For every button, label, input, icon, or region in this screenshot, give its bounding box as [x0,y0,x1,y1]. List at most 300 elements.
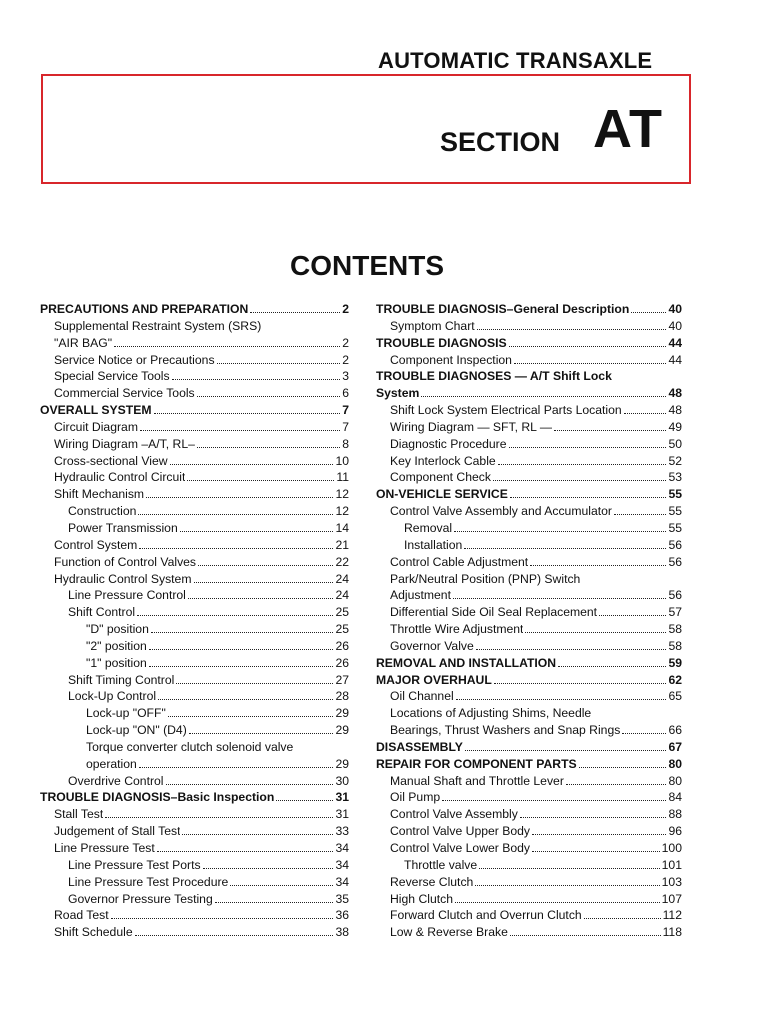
toc-entry-title: Shift Timing Control [68,672,175,687]
toc-entry-page: 80 [668,773,682,788]
toc-entry[interactable] [40,672,349,689]
toc-entry[interactable] [376,318,682,335]
toc-entry-page: 34 [335,841,349,855]
toc-entry-page: 29 [335,756,349,771]
toc-entry-title: OVERALL SYSTEM [40,403,152,418]
toc-entry-title: Service Notice or Precautions [54,352,215,367]
toc-entry-page: 8 [342,436,349,451]
toc-entry-page: 25 [335,605,349,620]
toc-entry-title: Line Pressure Control [68,588,186,603]
toc-entry[interactable] [376,857,682,874]
toc-entry-title: Component Inspection [390,352,512,367]
toc-entry-page: 34 [335,874,349,889]
toc-entry-title: "1" position [86,655,147,670]
toc-left-column [40,301,349,941]
toc-entry-title: Hydraulic Control Circuit [54,470,186,485]
toc-entry-title: Circuit Diagram [54,419,138,434]
dot-leader [215,901,334,903]
toc-entry[interactable] [376,891,682,908]
dot-leader [197,446,340,448]
toc-entry[interactable] [40,571,349,588]
toc-entry[interactable] [40,655,349,672]
dot-leader [176,682,333,684]
toc-entry-page: 7 [342,419,349,434]
toc-entry-title: Lock-up "OFF" [86,706,166,721]
toc-entry-page: 33 [335,824,349,839]
toc-entry-page: 57 [668,605,682,620]
toc-entry-title: Oil Channel [390,689,454,704]
toc-entry-title: Torque converter clutch solenoid valve [86,739,294,754]
dot-leader [230,884,333,886]
toc-entry-title: Shift Mechanism [54,487,145,502]
toc-entry-title: Adjustment [390,588,451,603]
toc-entry-page: 49 [668,419,682,434]
toc-entry-title: Removal [404,520,453,535]
dot-leader [509,345,667,347]
toc-entry-title: Line Pressure Test Procedure [68,874,229,889]
dot-leader [197,395,341,397]
toc-entry-title: operation [86,756,137,771]
toc-entry-title: TROUBLE DIAGNOSIS–General Description [376,302,630,316]
toc-entry[interactable] [376,469,682,486]
toc-entry-title: ON-VEHICLE SERVICE [376,487,508,502]
toc-entry-title: Control Valve Lower Body [390,841,531,855]
toc-entry-title: PRECAUTIONS AND PREPARATION [40,302,249,316]
dot-leader [614,513,666,515]
toc-entry-title: Construction [68,504,137,519]
toc-entry-title: Lock-Up Control [68,689,157,704]
toc-entry[interactable] [40,789,349,806]
toc-entry-page: 6 [342,386,349,401]
dot-leader [421,395,666,397]
dot-leader [154,412,341,414]
toc-entry[interactable] [40,419,349,436]
toc-entry[interactable] [40,537,349,554]
dot-leader [105,816,333,818]
toc-entry[interactable] [376,806,682,823]
dot-leader [493,479,666,481]
toc-entry-page: 2 [342,335,349,350]
toc-entry-title: Cross-sectional View [54,453,168,468]
dot-leader [157,850,334,852]
dot-leader [514,362,666,364]
dot-leader [146,496,333,498]
toc-entry[interactable] [40,301,349,318]
toc-entry-page: 50 [668,436,682,451]
toc-entry-page: 10 [335,453,349,468]
toc-entry-page: 2 [342,352,349,367]
dot-leader [111,917,334,919]
toc-entry-page: 2 [342,302,349,316]
toc-entry-title: Throttle Wire Adjustment [390,622,524,637]
dot-leader [168,715,334,717]
dot-leader [172,378,341,380]
toc-entry[interactable] [376,688,682,705]
dot-leader [599,614,666,616]
toc-entry-title: Key Interlock Cable [390,453,496,468]
toc-entry[interactable] [376,486,682,503]
toc-entry-title: Control Valve Upper Body [390,824,531,839]
toc-entry-page: 25 [335,622,349,637]
dot-leader [622,732,666,734]
dot-leader [170,463,334,465]
toc-entry[interactable] [40,486,349,503]
toc-entry[interactable] [376,571,682,588]
dot-leader [498,463,667,465]
toc-entry-page: 22 [335,554,349,569]
toc-entry[interactable] [376,385,682,402]
toc-entry-page: 96 [668,824,682,839]
toc-entry-page: 12 [335,487,349,502]
dot-leader [189,732,334,734]
dot-leader [476,648,667,650]
toc-entry[interactable] [376,739,682,756]
toc-entry[interactable] [40,722,349,739]
toc-entry-page: 24 [335,588,349,603]
contents-heading: CONTENTS [290,250,444,281]
toc-entry-page: 56 [668,588,682,603]
manual-title: AUTOMATIC TRANSAXLE [378,48,653,73]
toc-entry-title: "D" position [86,622,149,637]
toc-entry[interactable] [40,891,349,908]
toc-entry-title: Control Valve Assembly [390,807,518,822]
toc-entry-title: REMOVAL AND INSTALLATION [376,655,557,670]
toc-entry[interactable] [376,402,682,419]
dot-leader [494,682,667,684]
dot-leader [509,446,667,448]
toc-entry[interactable] [40,402,349,419]
dot-leader [532,850,660,852]
toc-entry-page: 66 [668,723,682,738]
toc-entry-title: Component Check [390,470,491,485]
toc-entry-title: Supplemental Restraint System (SRS) [54,318,262,333]
toc-entry[interactable] [376,672,682,689]
dot-leader [510,496,667,498]
dot-leader [624,412,667,414]
toc-entry-page: 59 [668,655,682,670]
toc-entry[interactable] [40,335,349,352]
toc-entry-page: 48 [668,386,682,401]
toc-entry[interactable] [40,688,349,705]
toc-entry[interactable] [40,318,349,335]
toc-entry-title: TROUBLE DIAGNOSIS–Basic Inspection [40,790,275,805]
toc-entry[interactable] [40,907,349,924]
toc-entry[interactable] [40,840,349,857]
dot-leader [520,816,667,818]
toc-entry-page: 62 [668,672,682,687]
toc-entry-title: Locations of Adjusting Shims, Needle [390,706,592,721]
dot-leader [140,429,340,431]
toc-entry[interactable] [40,756,349,773]
toc-entry-title: Shift Schedule [54,925,133,940]
toc-entry[interactable] [376,722,682,739]
toc-entry[interactable] [376,756,682,773]
toc-entry-page: 31 [335,790,349,805]
toc-entry[interactable] [40,638,349,655]
toc-entry-title: Function of Control Valves [54,554,197,569]
toc-entry[interactable] [376,419,682,436]
toc-entry-page: 38 [335,925,349,940]
toc-entry-title: Judgement of Stall Test [54,824,181,839]
dot-leader [455,901,660,903]
toc-entry-page: 100 [661,841,682,855]
toc-entry-title: Diagnostic Procedure [390,436,507,451]
toc-entry[interactable] [376,520,682,537]
toc-entry-title: Road Test [54,908,109,923]
toc-entry[interactable] [376,773,682,790]
toc-entry-title: Differential Side Oil Seal Replacement [390,605,598,620]
toc-entry-page: 29 [335,706,349,721]
dot-leader [442,799,666,801]
toc-entry[interactable] [376,503,682,520]
toc-entry-page: 26 [335,655,349,670]
toc-entry-title: Throttle valve [404,857,478,872]
dot-leader [203,867,334,869]
dot-leader [217,362,341,364]
dot-leader [465,749,667,751]
toc-entry-title: System [376,386,420,401]
toc-entry-page: 101 [661,857,682,872]
toc-entry[interactable] [40,604,349,621]
toc-entry[interactable] [40,520,349,537]
dot-leader [139,766,334,768]
dot-leader [532,833,666,835]
toc-entry-title: Governor Pressure Testing [68,891,213,906]
toc-entry-title: Power Transmission [68,520,178,535]
dot-leader [566,783,667,785]
toc-entry-page: 107 [661,891,682,906]
dot-leader [188,597,334,599]
toc-entry-page: 80 [668,756,682,771]
dot-leader [464,547,666,549]
toc-entry-page: 52 [668,453,682,468]
toc-entry[interactable] [40,823,349,840]
toc-entry-page: 36 [335,908,349,923]
dot-leader [166,783,334,785]
toc-entry-title: Bearings, Thrust Washers and Snap Rings [390,723,621,738]
toc-entry-page: 48 [668,403,682,418]
toc-entry[interactable] [376,840,682,857]
toc-entry-page: 112 [662,908,682,923]
toc-entry-title: Symptom Chart [390,318,475,333]
toc-entry[interactable] [376,301,682,318]
toc-entry[interactable] [40,385,349,402]
toc-entry-title: Commercial Service Tools [54,386,195,401]
toc-entry-page: 3 [342,369,349,384]
toc-entry-title: "AIR BAG" [54,335,113,350]
toc-entry-page: 7 [342,403,349,418]
toc-entry-page: 53 [668,470,682,485]
dot-leader [276,799,333,801]
toc-entry-title: Shift Lock System Electrical Parts Location [390,403,622,418]
dot-leader [138,513,333,515]
toc-entry-page: 40 [668,302,682,316]
toc-entry-title: High Clutch [390,891,453,906]
toc-entry-title: Control Valve Assembly and Accumulator [390,504,612,519]
toc-entry[interactable] [376,604,682,621]
dot-leader [510,934,661,936]
dot-leader [149,648,334,650]
toc-entry[interactable] [376,335,682,352]
toc-entry-page: 56 [668,537,682,552]
dot-leader [158,698,333,700]
toc-entry[interactable] [40,503,349,520]
toc-entry-title: Manual Shaft and Throttle Lever [390,773,564,788]
toc-entry-title: Reverse Clutch [390,874,474,889]
dot-leader [182,833,333,835]
dot-leader [477,328,667,330]
toc-entry[interactable] [376,789,682,806]
dot-leader [631,311,666,313]
toc-entry-title: Low & Reverse Brake [390,925,508,940]
toc-entry-page: 55 [668,487,682,502]
dot-leader [194,581,334,583]
toc-entry-page: 30 [335,773,349,788]
dot-leader [135,934,334,936]
toc-entry[interactable] [376,874,682,891]
dot-leader [554,429,666,431]
toc-entry[interactable] [376,907,682,924]
section-label: SECTION [440,127,561,157]
toc-entry-title: DISASSEMBLY [376,739,463,754]
toc-entry[interactable] [40,352,349,369]
dot-leader [114,345,340,347]
toc-entry-title: REPAIR FOR COMPONENT PARTS [376,756,577,771]
toc-entry-page: 28 [335,689,349,704]
toc-entry-page: 65 [668,689,682,704]
toc-entry[interactable] [376,621,682,638]
toc-entry[interactable] [40,368,349,385]
toc-entry-page: 12 [335,504,349,519]
toc-entry-page: 26 [335,638,349,653]
dot-leader [137,614,333,616]
toc-entry[interactable] [40,621,349,638]
toc-entry-title: Special Service Tools [54,369,170,384]
dot-leader [475,884,659,886]
toc-entry-page: 55 [668,504,682,519]
toc-entry-title: Wiring Diagram — SFT, RL — [390,419,553,434]
dot-leader [453,597,666,599]
dot-leader [584,917,661,919]
toc-entry-title: TROUBLE DIAGNOSES — A/T Shift Lock [376,369,612,384]
toc-entry-title: Wiring Diagram –A/T, RL– [54,436,195,451]
toc-entry[interactable] [376,436,682,453]
toc-entry-title: Line Pressure Test Ports [68,857,201,872]
dot-leader [187,479,334,481]
toc-entry-page: 118 [662,925,682,940]
toc-entry-title: Control System [54,537,138,552]
toc-entry-page: 84 [668,790,682,805]
toc-entry-page: 58 [668,622,682,637]
dot-leader [479,867,660,869]
toc-entry[interactable] [40,739,349,756]
toc-entry-title: Hydraulic Control System [54,571,192,586]
toc-entry[interactable] [376,352,682,369]
toc-entry-page: 34 [335,857,349,872]
dot-leader [454,530,666,532]
toc-entry-page: 40 [668,318,682,333]
toc-entry-title: Line Pressure Test [54,841,155,855]
toc-entry-title: Installation [404,537,463,552]
toc-entry[interactable] [40,587,349,604]
toc-entry-title: MAJOR OVERHAUL [376,672,492,687]
toc-entry[interactable] [376,705,682,722]
toc-entry-page: 27 [335,672,349,687]
toc-entry[interactable] [40,857,349,874]
dot-leader [558,665,666,667]
toc-entry[interactable] [376,655,682,672]
toc-entry-page: 24 [335,571,349,586]
dot-leader [198,564,333,566]
toc-entry-title: Oil Pump [390,790,441,805]
dot-leader [139,547,333,549]
toc-entry-title: Control Cable Adjustment [390,554,529,569]
toc-entry[interactable] [40,874,349,891]
toc-entry-page: 67 [668,739,682,754]
toc-entry-page: 31 [335,807,349,822]
dot-leader [149,665,334,667]
dot-leader [151,631,334,633]
toc-entry-page: 14 [335,520,349,535]
toc-entry-title: Park/Neutral Position (PNP) Switch [390,571,581,586]
toc-entry-title: Overdrive Control [68,773,164,788]
toc-entry[interactable] [376,924,682,941]
toc-entry-page: 56 [668,554,682,569]
dot-leader [530,564,666,566]
toc-entry[interactable] [376,823,682,840]
toc-entry-title: Lock-up "ON" (D4) [86,723,187,738]
toc-entry[interactable] [376,368,682,385]
toc-entry[interactable] [40,436,349,453]
toc-entry-title: Forward Clutch and Overrun Clutch [390,908,582,923]
toc-entry[interactable] [376,587,682,604]
toc-entry[interactable] [376,554,682,571]
dot-leader [579,766,667,768]
toc-entry[interactable] [40,806,349,823]
toc-entry-page: 35 [335,891,349,906]
toc-entry[interactable] [376,537,682,554]
toc-entry-title: TROUBLE DIAGNOSIS [376,335,507,350]
toc-entry[interactable] [376,638,682,655]
toc-right-column [376,301,682,941]
toc-entry[interactable] [40,705,349,722]
toc-entry-page: 58 [668,638,682,653]
toc-entry-page: 11 [336,470,349,485]
toc-entry-title: Stall Test [54,807,104,822]
section-code: AT [593,99,663,159]
toc-entry-page: 44 [668,352,682,367]
toc-entry[interactable] [376,453,682,470]
dot-leader [525,631,666,633]
toc-entry-page: 88 [668,807,682,822]
toc-entry-page: 103 [661,874,682,889]
toc-entry-title: Shift Control [68,605,136,620]
dot-leader [180,530,334,532]
dot-leader [250,311,340,313]
toc-entry-page: 55 [668,520,682,535]
toc-entry[interactable] [40,453,349,470]
toc-entry-title: Governor Valve [390,638,474,653]
toc-entry-page: 29 [335,723,349,738]
toc-entry[interactable] [40,773,349,790]
toc-entry[interactable] [40,554,349,571]
toc-entry-page: 21 [335,537,349,552]
toc-entry-page: 44 [668,335,682,350]
toc-entry[interactable] [40,469,349,486]
toc-entry-title: "2" position [86,638,147,653]
dot-leader [456,698,667,700]
toc-entry[interactable] [40,924,349,941]
